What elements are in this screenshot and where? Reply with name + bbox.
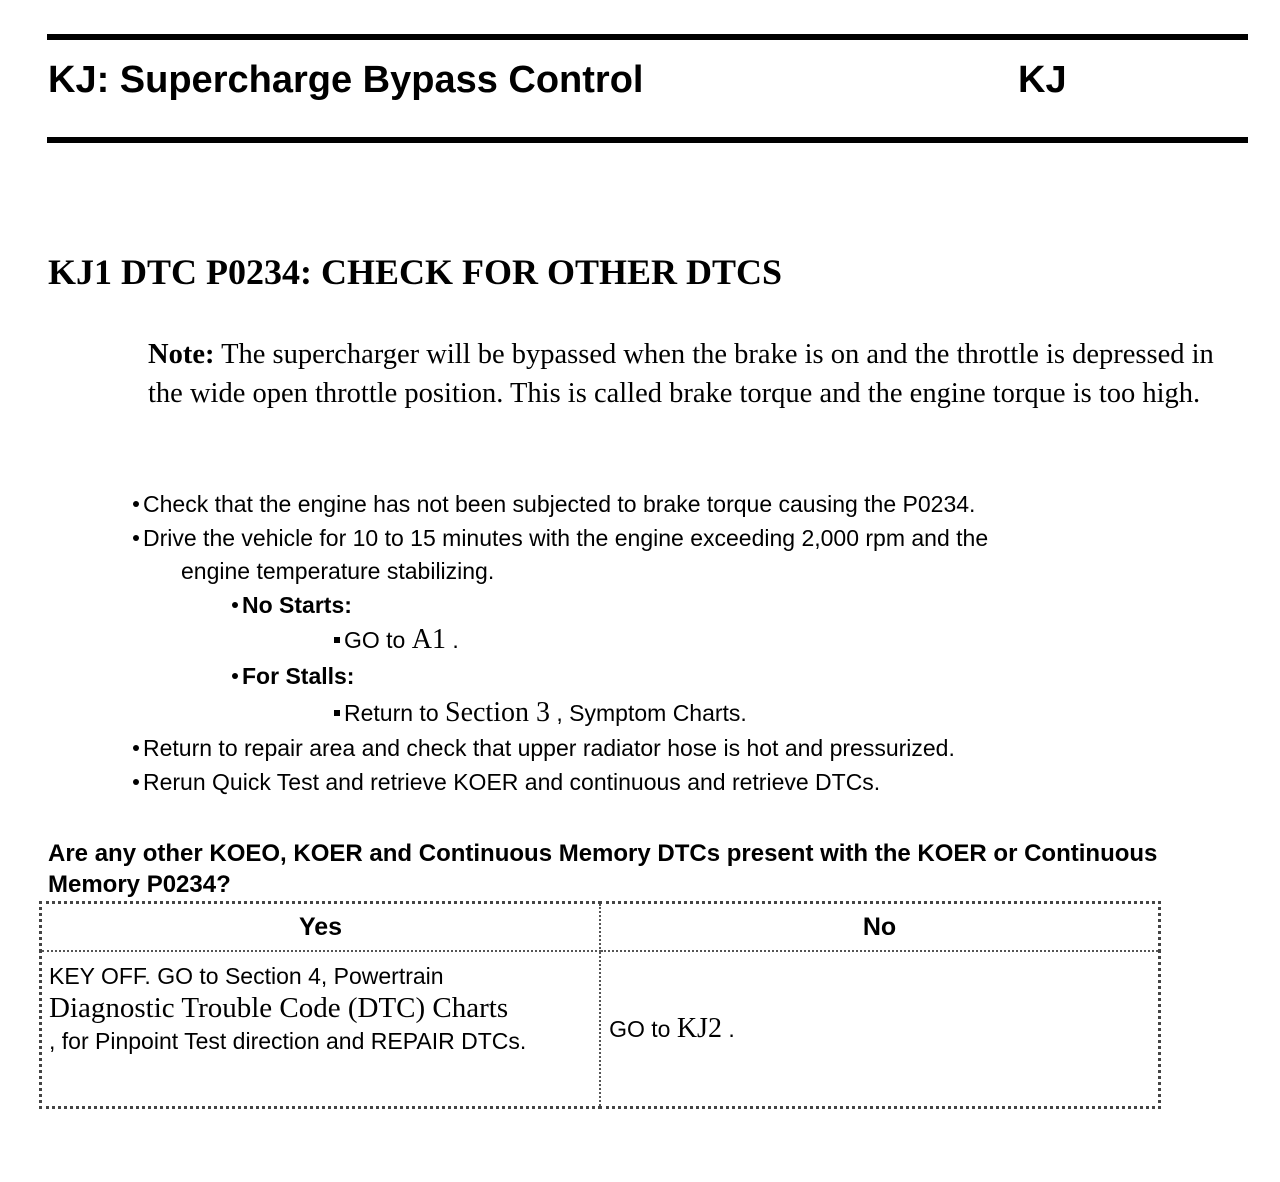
square-bullet-icon [334, 710, 340, 716]
no-suffix: . [721, 1016, 735, 1042]
list-item [133, 490, 975, 518]
no-cell [600, 951, 1159, 1108]
answer-table [39, 901, 1161, 1109]
header-top-rule [47, 34, 1248, 40]
sub-sub-list-item [334, 626, 459, 654]
step-heading: KJ1 DTC P0234: CHECK FOR OTHER DTCS [48, 252, 783, 292]
section-code: KJ [1018, 59, 1067, 101]
decision-question: Are any other KOEO, KOER and Continuous Memory DTCs present with the KOER or Continuous Memory P0234? [48, 840, 1158, 898]
list-item-text: Rerun Quick Test and retrieve KOER and continuous and retrieve DTCs. [143, 769, 881, 795]
no-text: GO to [609, 1016, 677, 1042]
header-bottom-rule [47, 137, 1248, 143]
list-item-text: Check that the engine has not been subjected to brake torque causing the P0234. [143, 491, 976, 517]
note-text: The supercharger will be bypassed when the brake is on and the throttle is depressed in the wide open throttle position. This is called brake torque and the engine torque is too high. [148, 339, 1214, 409]
bullet-icon [133, 535, 139, 541]
list-item-text: Drive the vehicle for 10 to 15 minutes with the engine exceeding 2,000 rpm and the [143, 525, 989, 551]
bullet-icon [133, 745, 139, 751]
note-label: Note: [148, 339, 215, 370]
for-stalls-label: For Stalls: [242, 663, 355, 689]
section-3-link[interactable]: Section 3 [445, 697, 550, 728]
page-title: KJ: Supercharge Bypass Control [48, 59, 644, 101]
list-item-continuation: engine temperature stabilizing. [181, 558, 495, 584]
list-item [133, 524, 988, 552]
yes-text-line3: , for Pinpoint Test direction and REPAIR DTCs. [49, 1028, 527, 1054]
dtc-charts-link[interactable]: Diagnostic Trouble Code (DTC) Charts [49, 992, 509, 1024]
yes-header: Yes [41, 903, 601, 952]
table-header-row [41, 903, 1160, 952]
no-starts-action: GO to [344, 627, 412, 653]
list-item [133, 734, 955, 762]
bullet-icon [133, 501, 139, 507]
bullet-icon [232, 673, 238, 679]
table-row [41, 951, 1160, 1108]
no-header: No [600, 903, 1159, 952]
for-stalls-action: Return to [344, 700, 445, 726]
list-item [133, 768, 880, 796]
kj2-link[interactable]: KJ2 [676, 1013, 722, 1044]
sub-sub-list-item [334, 699, 747, 727]
bullet-icon [232, 602, 238, 608]
bullet-icon [133, 779, 139, 785]
no-starts-suffix: . [445, 627, 459, 653]
sub-list-item-no-starts [232, 591, 352, 619]
no-starts-label: No Starts: [242, 592, 352, 618]
list-item-text: Return to repair area and check that upper radiator hose is hot and pressurized. [143, 735, 955, 761]
square-bullet-icon [334, 637, 340, 643]
a1-link[interactable]: A1 [411, 624, 446, 655]
yes-text-line1: KEY OFF. GO to Section 4, Powertrain [49, 963, 444, 989]
yes-cell [41, 951, 601, 1108]
note-paragraph [148, 336, 1238, 413]
sub-list-item-for-stalls [232, 662, 354, 690]
for-stalls-suffix: , Symptom Charts. [550, 700, 747, 726]
